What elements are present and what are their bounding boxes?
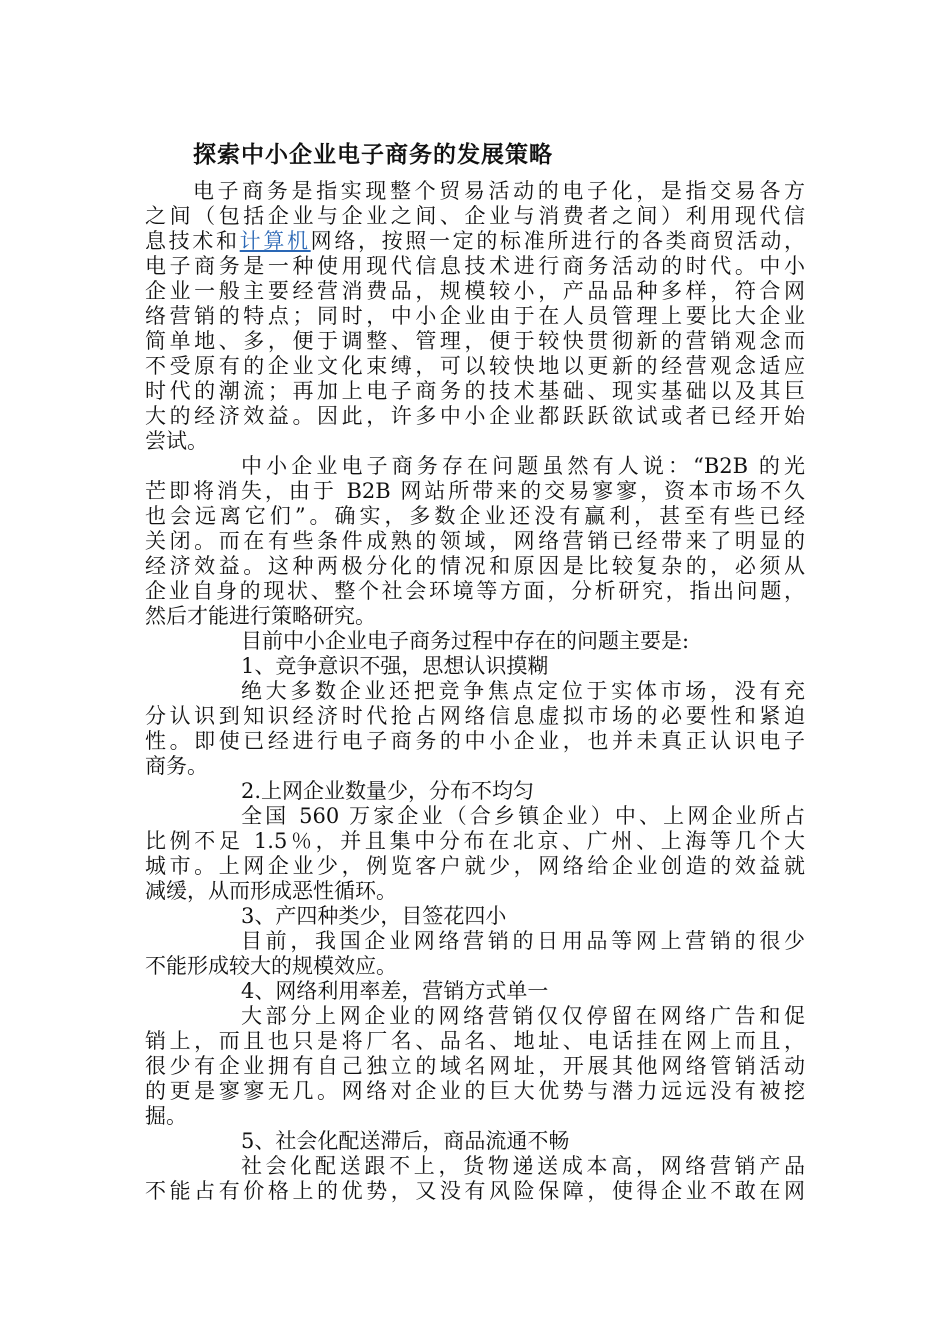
section-heading: 1、竞争意识不强，思想认识摸糊 <box>241 654 549 678</box>
paragraph-line: 尝试。 <box>145 429 208 453</box>
paragraph-line: 关闭。而在有些条件成熟的领域，网络营销已经带来了明显的 <box>145 529 805 553</box>
paragraph-line: 减缓，从而形成恶性循环。 <box>145 879 397 903</box>
text-segment: 网络，按照一定的标准所进行的各类商贸活动， <box>310 229 806 253</box>
paragraph-line: 掘。 <box>145 1104 187 1128</box>
paragraph-line: 目前，我国企业网络营销的日用品等网上营销的很少 <box>241 929 805 953</box>
paragraph-line: 不能形成较大的规模效应。 <box>145 954 397 978</box>
text-segment: 息技术和 <box>145 229 240 253</box>
section-heading: 2.上网企业数量少，分布不均匀 <box>241 779 535 803</box>
paragraph-line: 芒即将消失，由于 B2B 网站所带来的交易寥寥，资本市场不久 <box>145 479 805 503</box>
paragraph-line: 全国 560 万家企业（合乡镇企业）中、上网企业所占 <box>241 804 805 828</box>
paragraph-line: 大的经济效益。因此，许多中小企业都跃跃欲试或者已经开始 <box>145 404 805 428</box>
paragraph-line: 目前中小企业电子商务过程中存在的问题主要是: <box>241 629 690 653</box>
paragraph-line: 络营销的特点；同时，中小企业由于在人员管理上要比大企业 <box>145 304 805 328</box>
paragraph-line: 城市。上网企业少，例览客户就少，网络给企业创造的效益就 <box>145 854 805 878</box>
paragraph-line: 时代的潮流；再加上电子商务的技术基础、现实基础以及其巨 <box>145 379 805 403</box>
paragraph-line: 电子商务是一种使用现代信息技术进行商务活动的时代。中小 <box>145 254 805 278</box>
paragraph-line: 然后才能进行策略研究。 <box>145 604 376 628</box>
section-heading: 3、产四种类少，目签花四小 <box>241 904 507 928</box>
paragraph-line <box>145 229 805 253</box>
section-heading: 5、社会化配送滞后，商品流通不畅 <box>241 1129 570 1153</box>
paragraph-line: 很少有企业拥有自己独立的域名网址，开展其他网络管销活动 <box>145 1054 805 1078</box>
paragraph-line: 商务。 <box>145 754 208 778</box>
paragraph-line: 企业自身的现状、整个社会环境等方面，分析研究，指出问题， <box>145 579 805 603</box>
paragraph-line: 销上，而且也只是将厂名、品名、地址、电话挂在网上而且， <box>145 1029 805 1053</box>
paragraph-line: 比例不足 1.5％，并且集中分布在北京、广州、上海等几个大 <box>145 829 805 853</box>
paragraph-line: 不受原有的企业文化束缚，可以较快地以更新的经营观念适应 <box>145 354 805 378</box>
paragraph-line: 社会化配送跟不上，货物递送成本高，网络营销产品 <box>241 1154 805 1178</box>
document-title: 探索中小企业电子商务的发展策略 <box>193 141 553 168</box>
paragraph-line: 绝大多数企业还把竞争焦点定位于实体市场，没有充 <box>241 679 805 703</box>
paragraph-line: 大部分上网企业的网络营销仅仅停留在网络广告和促 <box>241 1004 805 1028</box>
paragraph-line: 不能占有价格上的优势，又没有风险保障，使得企业不敢在网 <box>145 1179 805 1203</box>
paragraph-line: 也会远离它们”。确实，多数企业还没有赢利，甚至有些已经 <box>145 504 805 528</box>
section-heading: 4、网络利用率差，营销方式单一 <box>241 979 549 1003</box>
paragraph-line: 分认识到知识经济时代抢占网络信息虚拟市场的必要性和紧迫 <box>145 704 805 728</box>
paragraph-line: 电子商务是指实现整个贸易活动的电子化，是指交易各方 <box>193 179 805 203</box>
paragraph-line: 之间（包括企业与企业之间、企业与消费者之间）利用现代信 <box>145 204 805 228</box>
paragraph-line: 性。即使已经进行电子商务的中小企业，也并未真正认识电子 <box>145 729 805 753</box>
paragraph-line: 的更是寥寥无几。网络对企业的巨大优势与潜力远远没有被挖 <box>145 1079 805 1103</box>
paragraph-line: 经济效益。这种两极分化的情况和原因是比较复杂的，必须从 <box>145 554 805 578</box>
paragraph-line: 企业一般主要经营消费品，规模较小，产品品种多样，符合网 <box>145 279 805 303</box>
paragraph-line: 简单地、多，便于调整、管理，便于较快贯彻新的营销观念而 <box>145 329 805 353</box>
computer-link[interactable]: 计算机 <box>239 229 311 253</box>
paragraph-line: 中小企业电子商务存在问题虽然有人说：“B2B 的光 <box>241 454 805 478</box>
